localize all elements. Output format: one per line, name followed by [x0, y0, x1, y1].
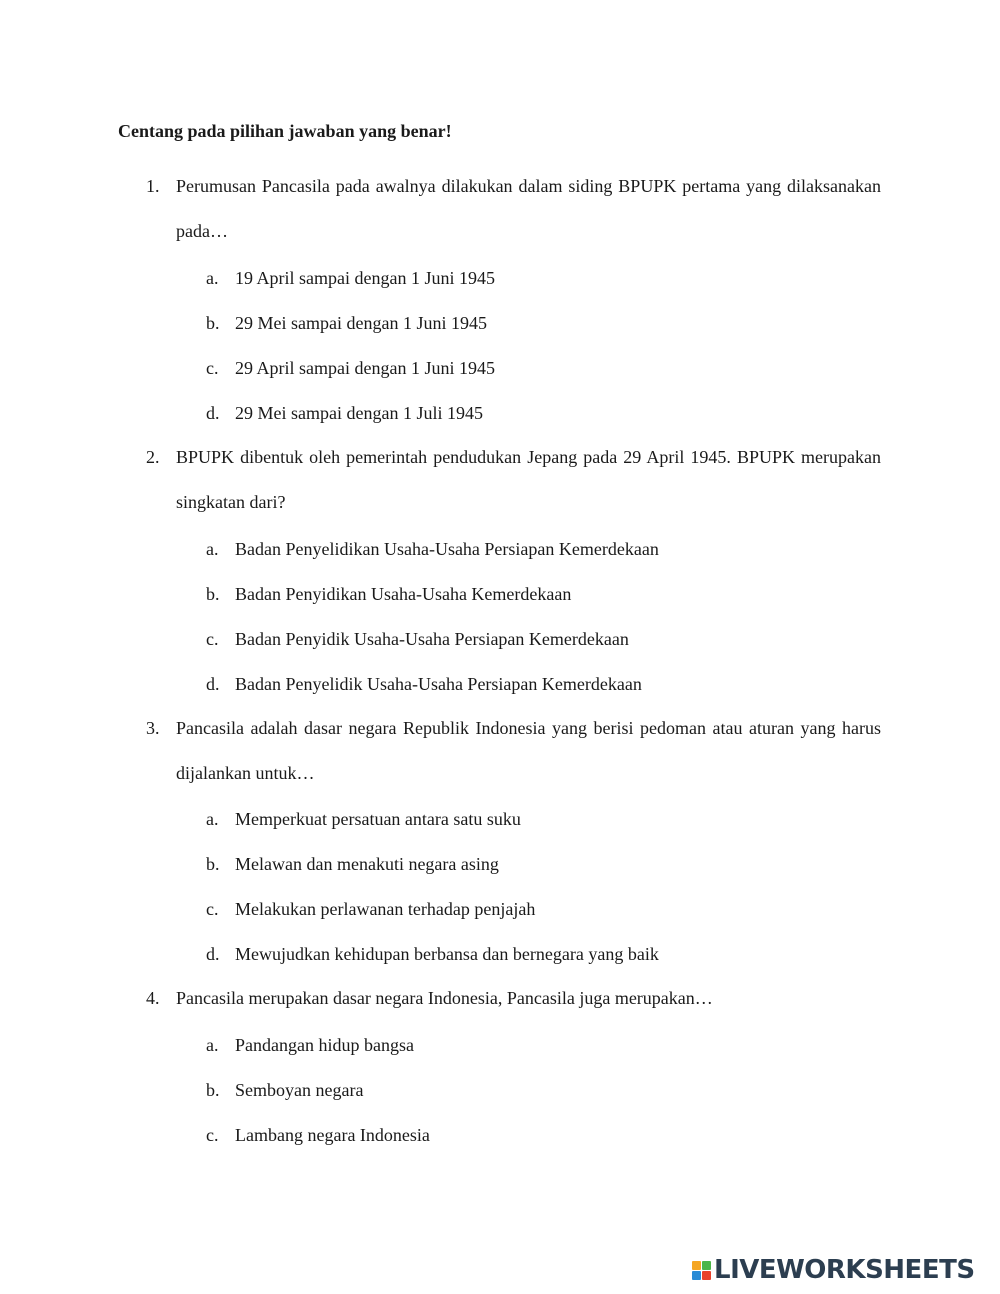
logo-icon [692, 1261, 711, 1280]
option-text: Mewujudkan kehidupan berbansa dan bernegara yang baik [235, 944, 659, 964]
option-1a[interactable] [206, 266, 495, 290]
option-letter: c. [206, 358, 219, 378]
option-4c[interactable] [206, 1123, 430, 1147]
option-letter: c. [206, 899, 219, 919]
logo-text: LIVEWORKSHEETS [714, 1255, 975, 1285]
logo-square-1 [692, 1261, 701, 1270]
option-text: Melakukan perlawanan terhadap penjajah [235, 899, 536, 919]
option-2b[interactable] [206, 582, 571, 606]
question-number: 3. [146, 718, 160, 738]
option-2d[interactable] [206, 672, 642, 696]
question-4 [146, 976, 881, 1021]
logo-square-4 [702, 1271, 711, 1280]
option-letter: d. [206, 403, 220, 423]
option-text: Badan Penyelidikan Usaha-Usaha Persiapan Kemerdekaan [235, 539, 659, 559]
option-text: 29 April sampai dengan 1 Juni 1945 [235, 358, 495, 378]
option-letter: d. [206, 674, 220, 694]
option-letter: a. [206, 268, 219, 288]
option-letter: a. [206, 809, 219, 829]
question-number: 4. [146, 988, 160, 1008]
logo-square-2 [702, 1261, 711, 1270]
option-3c[interactable] [206, 897, 535, 921]
question-text: Pancasila adalah dasar negara Republik Indonesia yang berisi pedoman atau aturan yang harus dijalankan untuk… [176, 718, 881, 783]
liveworksheets-logo [692, 1255, 975, 1285]
question-1 [146, 164, 881, 254]
option-3d[interactable] [206, 942, 659, 966]
question-text: Pancasila merupakan dasar negara Indonesia, Pancasila juga merupakan… [176, 988, 713, 1008]
question-number: 1. [146, 176, 160, 196]
logo-square-3 [692, 1271, 701, 1280]
option-3b[interactable] [206, 852, 499, 876]
option-1d[interactable] [206, 401, 483, 425]
option-1c[interactable] [206, 356, 495, 380]
option-text: Semboyan negara [235, 1080, 364, 1100]
question-text: Perumusan Pancasila pada awalnya dilakukan dalam siding BPUPK pertama yang dilaksanakan pada… [176, 176, 881, 241]
option-letter: b. [206, 1080, 220, 1100]
option-letter: c. [206, 629, 219, 649]
option-3a[interactable] [206, 807, 521, 831]
option-letter: b. [206, 854, 220, 874]
option-letter: c. [206, 1125, 219, 1145]
option-text: 19 April sampai dengan 1 Juni 1945 [235, 268, 495, 288]
option-letter: b. [206, 584, 220, 604]
option-text: 29 Mei sampai dengan 1 Juli 1945 [235, 403, 483, 423]
question-3 [146, 706, 881, 796]
question-number: 2. [146, 447, 160, 467]
option-text: Lambang negara Indonesia [235, 1125, 430, 1145]
option-text: Badan Penyidikan Usaha-Usaha Kemerdekaan [235, 584, 572, 604]
instruction-heading: Centang pada pilihan jawaban yang benar! [118, 121, 452, 141]
option-letter: a. [206, 539, 219, 559]
option-letter: b. [206, 313, 220, 333]
option-letter: d. [206, 944, 220, 964]
question-2 [146, 435, 881, 525]
option-4a[interactable] [206, 1033, 414, 1057]
option-4b[interactable] [206, 1078, 363, 1102]
option-2c[interactable] [206, 627, 629, 651]
option-text: 29 Mei sampai dengan 1 Juni 1945 [235, 313, 487, 333]
option-2a[interactable] [206, 537, 659, 561]
option-1b[interactable] [206, 311, 487, 335]
option-letter: a. [206, 1035, 219, 1055]
option-text: Melawan dan menakuti negara asing [235, 854, 499, 874]
option-text: Badan Penyidik Usaha-Usaha Persiapan Kemerdekaan [235, 629, 629, 649]
question-text: BPUPK dibentuk oleh pemerintah pendudukan Jepang pada 29 April 1945. BPUPK merupakan singkatan dari? [176, 447, 881, 512]
option-text: Badan Penyelidik Usaha-Usaha Persiapan Kemerdekaan [235, 674, 642, 694]
option-text: Memperkuat persatuan antara satu suku [235, 809, 521, 829]
option-text: Pandangan hidup bangsa [235, 1035, 414, 1055]
